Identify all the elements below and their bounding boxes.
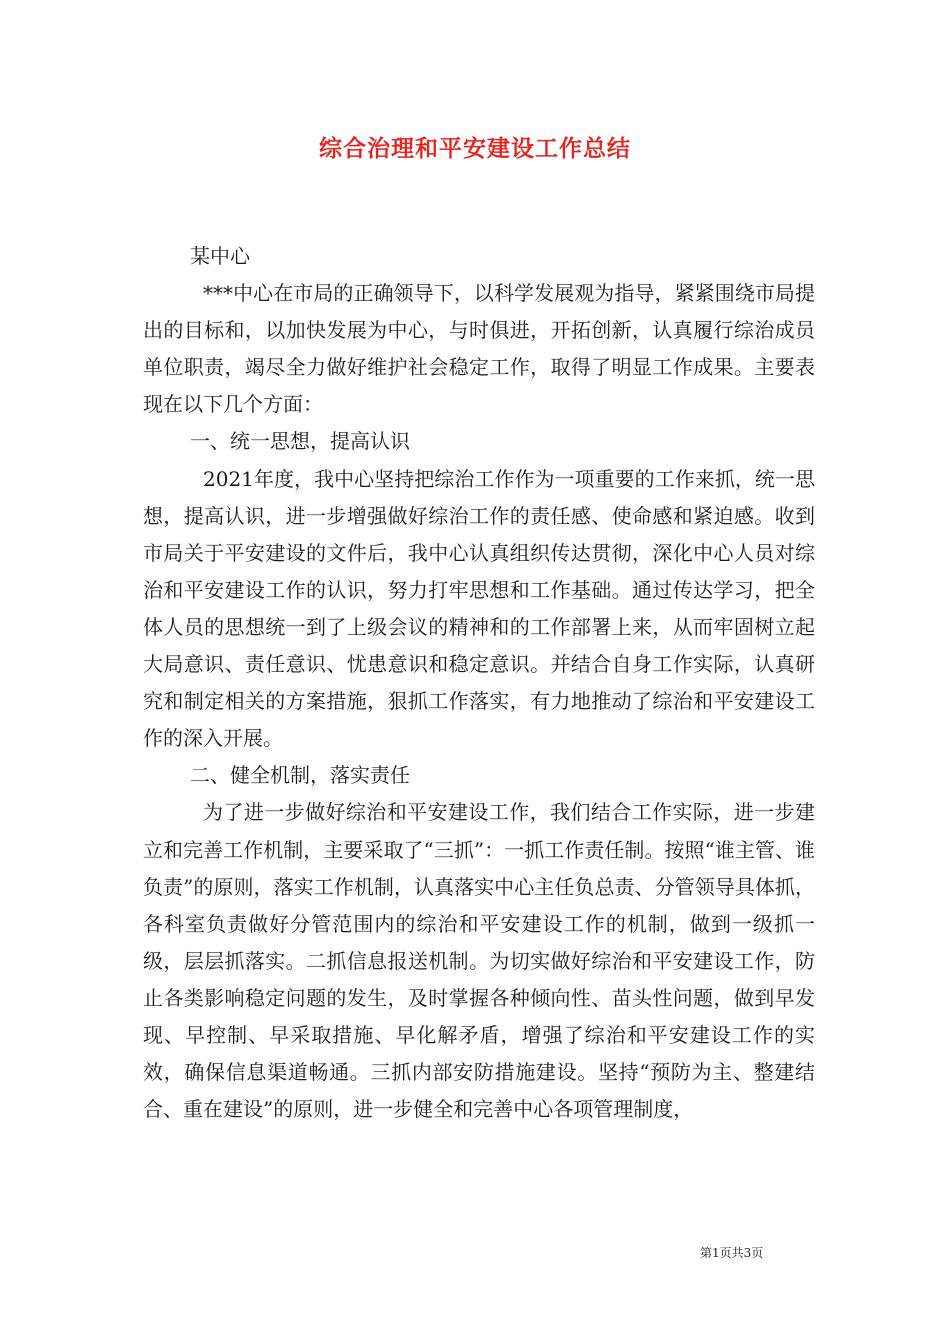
section-heading-2: 二、健全机制，落实责任	[190, 763, 410, 788]
section-heading-1: 一、统一思想，提高认识	[190, 429, 410, 454]
document-body	[143, 238, 815, 1128]
document-title: 综合治理和平安建设工作总结	[319, 135, 631, 162]
paragraph-intro: ***中心在市局的正确领导下，以科学发展观为指导，紧紧围绕市局提出的目标和，以加快发展为中心，与时俱进，开拓创新，认真履行综治成员单位职责，竭尽全力做好维护社会稳定工作，取得了明显工作成果。主要表现在以下几个方面：	[143, 281, 815, 417]
page-number: 第1页共3页	[700, 1246, 764, 1260]
paragraph-section-1: 2021年度，我中心坚持把综治工作作为一项重要的工作来抓，统一思想，提高认识，进一步增强做好综治工作的责任感、使命感和紧迫感。收到市局关于平安建设的文件后，我中心认真组织传达贯彻，深化中心人员对综治和平安建设工作的认识，努力打牢思想和工作基础。通过传达学习，把全体人员的思想统一到了上级会议的精神和的工作部署上来，从而牢固树立起大局意识、责任意识、忧患意识和稳定意识。并结合自身工作实际，认真研究和制定相关的方案措施，狠抓工作落实，有力地推动了综治和平安建设工作的深入开展。	[143, 466, 815, 751]
author-line: 某中心	[190, 244, 250, 268]
paragraph-section-2: 为了进一步做好综治和平安建设工作，我们结合工作实际，进一步建立和完善工作机制，主要采取了“三抓”：一抓工作责任制。按照“谁主管、谁负责”的原则，落实工作机制，认真落实中心主任负总责、分管领导具体抓，各科室负责做好分管范围内的综治和平安建设工作的机制，做到一级抓一级，层层抓落实。二抓信息报送机制。为切实做好综治和平安建设工作，防止各类影响稳定问题的发生，及时掌握各种倾向性、苗头性问题，做到早发现、早控制、早采取措施、早化解矛盾，增强了综治和平安建设工作的实效，确保信息渠道畅通。三抓内部安防措施建设。坚持“预防为主、整建结合、重在建设”的原则，进一步健全和完善中心各项管理制度，	[143, 800, 815, 1122]
